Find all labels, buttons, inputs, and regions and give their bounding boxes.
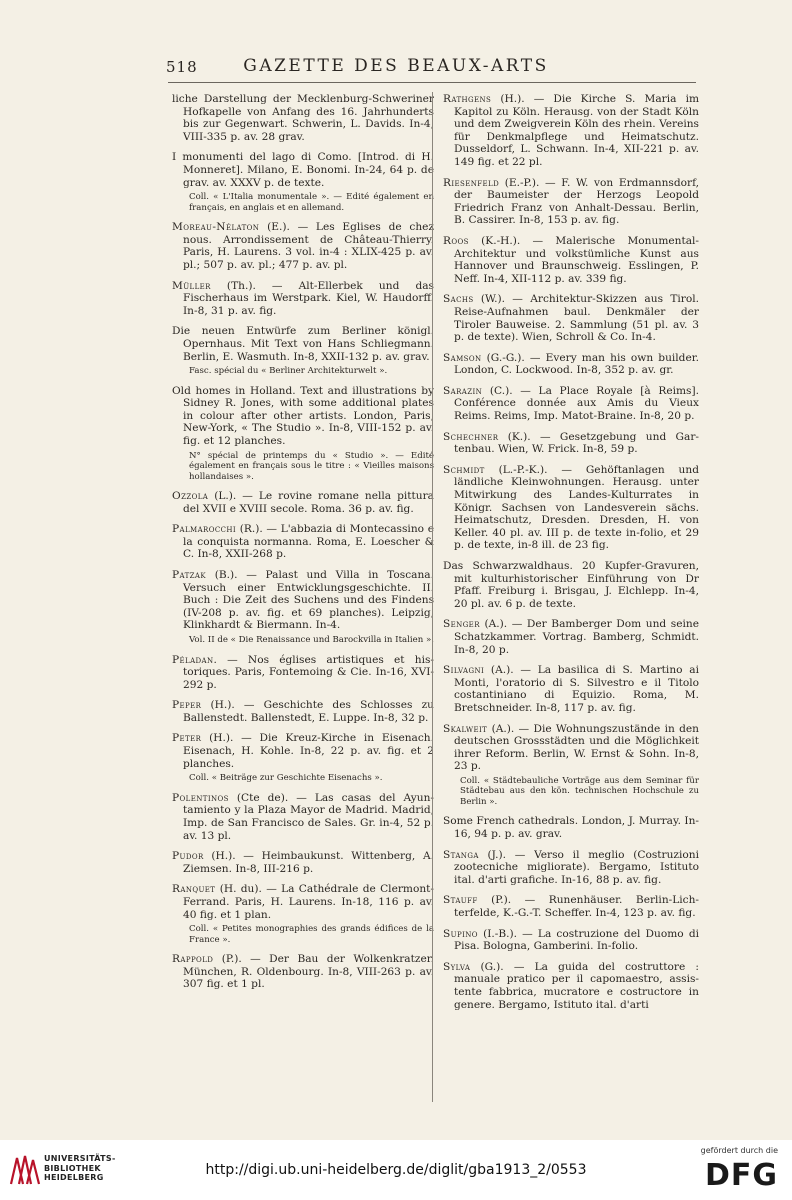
entry-text: (H.). — Die Kirche S. Maria im Kapitol zu Köln. Herausg. von der Stadt Köln und dem Zweigverein Köln des rhein. Vereins für Denkmalpflege und Heimatschutz. Dusseldorf, L. Schwann. In-4, XII-221 p. av. 149 fig. et 22 pl. bbox=[454, 93, 699, 168]
entry-author: Palmarocchi bbox=[172, 523, 237, 536]
entry-author: Skalweit bbox=[443, 722, 488, 735]
entry-text: (H.). — Heimbaukunst. Wittenberg, A. Ziemsen. In-8, III-216 p. bbox=[183, 850, 434, 875]
entry-text: (G.-G.). — Every man his own builder. London, C. Lockwood. In-8, 352 p. av. gr. bbox=[454, 351, 699, 377]
entry-text: (C.). — La Place Royale [à Reims]. Conférence donnée aux Amis du Vieux Reims. Reims, Imp. Matot-Braine. In-8, 20 p. bbox=[454, 384, 699, 423]
bibliography-entry bbox=[172, 221, 434, 271]
digitization-footer bbox=[0, 1140, 792, 1200]
entry-text: (A.). — Die Wohnungszustände in den deutschen Grossstädten und die Möglichkeit ihrer Reform. Berlin, W. Ernst & Sohn. In-8, 23 p. bbox=[454, 722, 699, 773]
column-divider bbox=[432, 92, 433, 1102]
source-url-link[interactable]: http://digi.ub.uni-heidelberg.de/diglit/gba1913_2/0553 bbox=[205, 1162, 587, 1178]
bibliography-entry bbox=[172, 523, 434, 561]
bibliography-entry bbox=[172, 654, 434, 692]
bibliography-entry bbox=[172, 569, 434, 632]
entry-author: Ozzola bbox=[172, 490, 209, 503]
entry-author: Peper bbox=[172, 699, 202, 712]
bibliography-entry bbox=[443, 664, 699, 714]
entry-author: Ranquet bbox=[172, 883, 216, 896]
bibliography-entry bbox=[443, 235, 699, 285]
bibliography-entry bbox=[172, 732, 434, 770]
bibliography-entry bbox=[172, 280, 434, 318]
bibliography-entry bbox=[443, 815, 699, 840]
entry-text: Das Schwarzwaldhaus. 20 Kupfer-Gravuren, mit kulturhistorischer Einführung von Dr Pfaff. Freiburg i. Brisgau, J. Elchlepp. In-4, 20 pl. av. 6 p. de texte. bbox=[443, 560, 699, 610]
entry-author: Pudor bbox=[172, 850, 204, 863]
entry-text: (H.). — Geschichte des Schlosses zu Ballenstedt. Ballenstedt, E. Luppe. In-8, 32 p. bbox=[183, 699, 434, 724]
library-name-line: UNIVERSITÄTS- bbox=[44, 1154, 116, 1163]
bibliography-entry bbox=[443, 464, 699, 552]
entry-author: Stanga bbox=[443, 848, 479, 861]
entry-author: Péladan bbox=[172, 653, 214, 666]
bibliography-entry bbox=[443, 961, 699, 1011]
entry-author: Patzak bbox=[172, 569, 207, 582]
entry-author: Schmidt bbox=[443, 463, 485, 476]
bibliography-entry bbox=[443, 894, 699, 919]
bibliography-entry bbox=[443, 849, 699, 887]
entry-text: (J.). — Verso il meglio (Costruzioni zootecniche migliorate). Bergamo, Istituto ital. d'arti grafiche. In-16, 88 p. av. fig. bbox=[454, 848, 699, 886]
entry-author: Polentinos bbox=[172, 791, 229, 804]
bibliography-entry bbox=[443, 618, 699, 656]
right-column bbox=[443, 93, 699, 1019]
library-name-line: BIBLIOTHEK bbox=[44, 1163, 101, 1173]
entry-text: (Th.). — Alt-Ellerbek und das Fischerhaus im Werstpark. Kiel, W. Haudorff. In-8, 31 p. av. fig. bbox=[183, 279, 434, 317]
entry-text: (I.-B.). — La costruzione del Duomo di Pisa. Bologna, Gamberini. In-folio. bbox=[454, 927, 699, 953]
bibliography-entry bbox=[443, 928, 699, 953]
bibliography-note: Fasc. spécial du « Berliner Architekturwelt ». bbox=[189, 366, 388, 377]
entry-text: (K.). — Gesetzgebung und Gartenbau. Wien, W. Frick. In-8, 59 p. bbox=[454, 430, 699, 456]
entry-text: (L.-P.-K.). — Gehöftanlagen und ländliche Kleinwohnungen. Herausg. unter Mitwirkung des Landes-Kulturrates in Königr. Sachsen von Landesverein sächs. Heimatschutz, Dresden. Dresden, H. von Keller. 40 pl. av. III p. de texte in-folio, et 29 p. de texte, in-8 ill. de 23 fig. bbox=[454, 463, 699, 552]
bibliography-entry bbox=[443, 385, 699, 423]
entry-author: Riesenfeld bbox=[443, 176, 500, 189]
left-column bbox=[172, 93, 434, 999]
entry-text: I monumenti del lago di Como. [Introd. di H. Monneret]. Milano, E. Bonomi. In-24, 64 p. de grav. av. XXXV p. de texte. bbox=[172, 151, 434, 189]
entry-author: Schechner bbox=[443, 430, 499, 443]
bibliography-note: Coll. « Beiträge zur Geschichte Eisenachs ». bbox=[189, 773, 383, 784]
entry-text: (P.). — Runenhäuser. Berlin-Lichterfelde, K.-G.-T. Scheffer. In-4, 123 p. av. fig. bbox=[454, 894, 699, 919]
entry-text: (E.-P.). — F. W. von Erdmannsdorf, der Baumeister der Herzogs Leopold Friedrich Franz von Anhalt-Dessau. Berlin, B. Cassirer. In-8, 153 p. av. fig. bbox=[454, 176, 699, 227]
bibliography-entry bbox=[172, 699, 434, 724]
entry-text: Old homes in Holland. Text and illustrations by Sidney R. Jones, with some additional plates in colour after other artists. London, Paris, New-York, « The Studio ». In-8, VIII-152 p. av. fig. et 12 planches. bbox=[172, 384, 434, 447]
bibliography-note: Vol. II de « Die Renaissance und Barockvilla in Italien ». bbox=[189, 635, 434, 645]
bibliography-entry bbox=[172, 850, 434, 875]
bibliography-entry bbox=[172, 93, 434, 143]
entry-author: Sylva bbox=[443, 960, 471, 973]
entry-text: (Cte de). — Las casas del Ayuntamiento y la Plaza Mayor de Madrid. Madrid, Imp. de San Francisco de Sales. Gr. in-4, 52 p. av. 13 pl. bbox=[183, 791, 434, 842]
bibliography-entry bbox=[172, 151, 434, 189]
library-name-line: HEIDELBERG bbox=[44, 1173, 104, 1182]
entry-author: Müller bbox=[172, 279, 211, 292]
entry-text: Some French cathedrals. London, J. Murray. In-16, 94 p. p. av. grav. bbox=[443, 815, 699, 840]
bibliography-entry bbox=[443, 723, 699, 773]
entry-author: Rathgens bbox=[443, 93, 492, 105]
entry-text: (H. du). — La Cathédrale de Clermont-Ferrand. Paris, H. Laurens. In-18, 116 p. av. 40 fig. et 1 plan. bbox=[183, 883, 434, 921]
bibliography-entry bbox=[443, 293, 699, 343]
dfg-logo: DFG bbox=[704, 1158, 778, 1193]
bibliography-entry bbox=[172, 385, 434, 448]
entry-text: (A.). — Der Bamberger Dom und seine Schatzkammer. Vortrag. Bamberg, Schmidt. In-8, 20 p. bbox=[454, 618, 699, 656]
bibliography-entry bbox=[172, 490, 434, 515]
entry-text: (K.-H.). — Malerische Monumental-Architektur und volkstümliche Kunst aus Hannover und Braunschweig. Esslingen, P. Neff. In-4, XII-112 p. av. 339 fig. bbox=[454, 234, 699, 285]
entry-text: (P.). — Der Bau der Wolkenkratzer. München, R. Oldenbourg. In-8, VIII-263 p. av. 307 fig. et 1 pl. bbox=[183, 953, 434, 991]
bibliography-note: Coll. « Städtebauliche Vorträge aus dem Seminar für Städtebau aus den kön. technischen Hochschule zu Berlin ». bbox=[460, 775, 699, 807]
entry-text: (H.). — Die Kreuz-Kirche in Eisenach. Eisenach, H. Kohle. In-8, 22 p. av. fig. et 2 planches. bbox=[183, 732, 434, 770]
bibliography-note: Coll. « L'Italia monumentale ». — Edité également en français, en anglais et en allemand. bbox=[189, 192, 434, 213]
bibliography-entry bbox=[172, 325, 434, 363]
entry-text: liche Darstellung der Mecklenburg-Schweriner Hofkapelle von Anfang des 16. Jahrhunderts bis zur Gegenwart. Schwerin, L. Davids. In-4, VIII-335 p. av. 28 grav. bbox=[172, 93, 434, 143]
entry-text: (G.). — La guida del costruttore : manuale pratico per il capomaestro, assistente fabbrica, mucratore e costructore in genere. Bergamo, Istituto ital. d'arti bbox=[454, 960, 699, 1011]
funded-by-label: gefördert durch die bbox=[700, 1146, 778, 1155]
entry-text: (W.). — Architektur-Skizzen aus Tirol. Reise-Aufnahmen baul. Denkmäler der Tiroler Bauweise. 2. Sammlung (51 pl. av. 3 p. de texte). Wien, Schroll & Co. In-4. bbox=[454, 293, 699, 344]
entry-text: (A.). — La basilica di S. Martino ai Monti, l'oratorio di S. Silvestro e il Titolo costantiniano di Equizio. Roma, M. Bretschneider. In-8, 117 p. av. fig. bbox=[454, 664, 699, 714]
bibliography-entry bbox=[443, 431, 699, 456]
entry-author: Supino bbox=[443, 927, 478, 940]
page-number: 518 bbox=[166, 58, 198, 76]
entry-text: (L.). — Le rovine romane nella pittura del XVII e XVIII secole. Roma. 36 p. av. fig. bbox=[183, 490, 434, 515]
entry-author: Sarazin bbox=[443, 384, 483, 397]
entry-author: Stauff bbox=[443, 894, 478, 907]
bibliography-note: Coll. « Petites monographies des grands édifices de la France ». bbox=[189, 924, 434, 945]
entry-text: Die neuen Entwürfe zum Berliner königl. Opernhaus. Mit Text von Hans Schliegmann. Berlin, E. Wasmuth. In-8, XXII-132 p. av. grav. bbox=[172, 325, 434, 363]
entry-author: Moreau-Nélaton bbox=[172, 221, 260, 234]
bibliography-entry bbox=[443, 93, 699, 169]
bibliography-note: N° spécial de printemps du « Studio ». — Edité également en français sous le titre : « Vieilles maisons hollandaises ». bbox=[189, 450, 434, 482]
bibliography-entry bbox=[172, 792, 434, 842]
entry-text: (B.). — Palast und Villa in Toscana. Versuch einer Entwicklungsgeschichte. II. Buch : Die Zeit des Suchens und des Findens (IV-208 p. av. fig. et 69 planches). Leipzig, Klinkhardt & Biermann. In-4. bbox=[183, 569, 434, 632]
entry-author: Peter bbox=[172, 732, 202, 745]
entry-text: (E.). — Les Eglises de chez nous. Arrondissement de Château-Thierry. Paris, H. Laurens. 3 vol. in-4 : XLIX-425 p. av. pl.; 507 p. av. pl.; 477 p. av. pl. bbox=[183, 221, 434, 271]
entry-text: (R.). — L'abbazia di Montecassino e la conquista normanna. Roma, E. Loescher & C. In-8, XXII-268 p. bbox=[183, 523, 434, 561]
header-rule bbox=[168, 82, 696, 83]
entry-author: Silvagni bbox=[443, 664, 485, 677]
bibliography-entry bbox=[172, 953, 434, 991]
entry-author: Senger bbox=[443, 618, 480, 631]
entry-text: . — Nos églises artistiques et historiques. Paris, Fontemoing & Cie. In-16, XVI-292 p. bbox=[183, 653, 434, 691]
entry-author: Roos bbox=[443, 234, 469, 247]
page-header bbox=[0, 52, 792, 78]
bibliography-entry bbox=[443, 177, 699, 227]
running-head: GAZETTE DES BEAUX-ARTS bbox=[243, 56, 549, 76]
bibliography-entry bbox=[443, 560, 699, 610]
entry-author: Rappold bbox=[172, 953, 214, 966]
entry-author: Sachs bbox=[443, 293, 474, 306]
bibliography-entry bbox=[443, 352, 699, 377]
entry-author: Samson bbox=[443, 351, 482, 364]
bibliography-entry bbox=[172, 883, 434, 921]
